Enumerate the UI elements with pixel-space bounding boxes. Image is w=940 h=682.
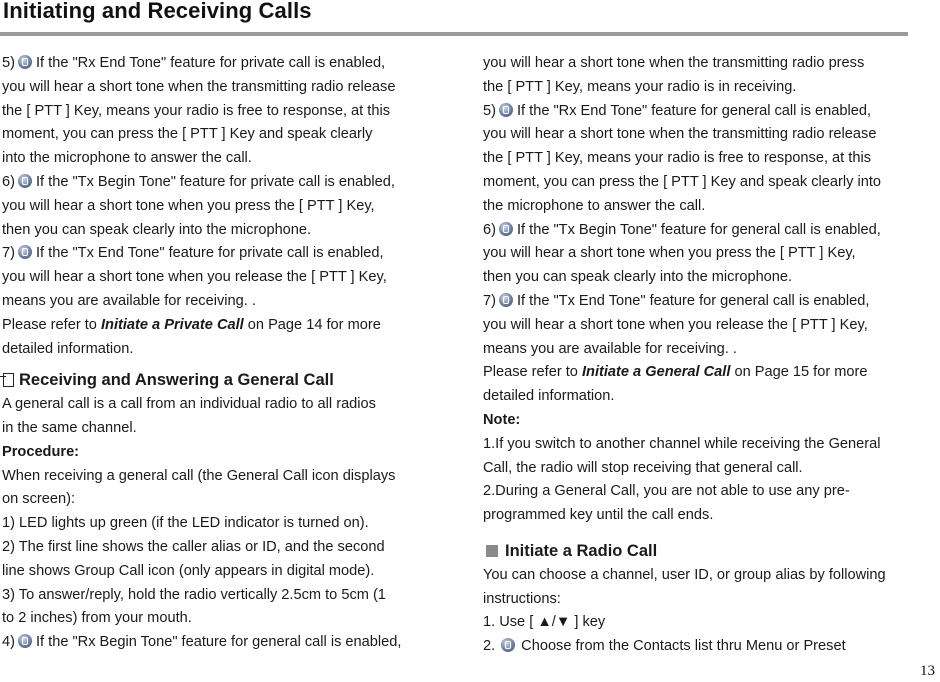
radio-button-icon (499, 222, 513, 236)
right-line: 7) If the "Tx End Tone" feature for general call is enabled, (483, 292, 870, 309)
right-column (483, 52, 913, 659)
right-line: detailed information. (483, 388, 615, 405)
left-line: to 2 inches) from your mouth. (2, 610, 192, 627)
right-line: means you are available for receiving. . (483, 340, 737, 357)
left-line: A general call is a call from an individual radio to all radios (2, 396, 376, 413)
section-heading: Receiving and Answering a General Call (2, 369, 434, 393)
left-line: detailed information. (2, 340, 134, 357)
right-line: you will hear a short tone when you press the [ PTT ] Key, (483, 245, 856, 262)
left-line: in the same channel. (2, 419, 137, 436)
radio-button-icon (18, 245, 32, 259)
right-line: 5) If the "Rx End Tone" feature for general call is enabled, (483, 102, 872, 119)
right-line: 2.During a General Call, you are not able to use any pre- (483, 483, 850, 500)
right-line: the [ PTT ] Key, means your radio is free to response, at this (483, 150, 871, 167)
section-heading: Initiate a Radio Call (483, 540, 913, 564)
radio-button-icon (18, 634, 32, 648)
right-line: 6) If the "Tx Begin Tone" feature for general call is enabled, (483, 221, 881, 238)
radio-button-icon (18, 174, 32, 188)
left-line: 6) If the "Tx Begin Tone" feature for private call is enabled, (2, 173, 395, 190)
left-line: then you can speak clearly into the microphone. (2, 221, 312, 238)
procedure-label: Procedure: (2, 443, 80, 460)
title-divider (0, 32, 908, 36)
right-line: the microphone to answer the call. (483, 197, 706, 214)
document-icon (3, 373, 14, 387)
left-line: 5) If the "Rx End Tone" feature for private call is enabled, (2, 55, 386, 71)
page-number: 13 (920, 663, 935, 679)
left-column (2, 52, 434, 655)
right-line: you will hear a short tone when you release the [ PTT ] Key, (483, 316, 868, 333)
note-label: Note: (483, 411, 521, 428)
right-line: 1. Use [ ▲/▼ ] key (483, 614, 606, 631)
reference-line: Please refer to Initiate a Private Call on Page 14 for more (2, 316, 381, 333)
left-line: you will hear a short tone when you press the [ PTT ] Key, (2, 197, 375, 214)
right-line: instructions: (483, 590, 561, 607)
left-line: 7) If the "Tx End Tone" feature for private call is enabled, (2, 245, 384, 262)
right-line: You can choose a channel, user ID, or group alias by following (483, 566, 886, 583)
left-line: you will hear a short tone when you release the [ PTT ] Key, (2, 269, 387, 286)
left-line: moment, you can press the [ PTT ] Key and speak clearly (2, 126, 373, 143)
reference-line: Please refer to Initiate a General Call on Page 15 for more (483, 364, 868, 381)
radio-button-icon (501, 638, 515, 652)
left-line: When receiving a general call (the General Call icon displays (2, 467, 396, 484)
square-bullet-icon (486, 545, 498, 557)
right-line: you will hear a short tone when the transmitting radio release (483, 126, 877, 143)
radio-button-icon (499, 293, 513, 307)
right-line: moment, you can press the [ PTT ] Key and speak clearly into (483, 173, 882, 190)
left-line: the [ PTT ] Key, means your radio is free to response, at this (2, 102, 390, 119)
right-line: the [ PTT ] Key, means your radio is in receiving. (483, 78, 797, 95)
left-line: 2) The first line shows the caller alias or ID, and the second (2, 538, 385, 555)
reference-link[interactable]: Initiate a Private Call (100, 316, 244, 333)
right-line: programmed key until the call ends. (483, 507, 714, 524)
right-line: then you can speak clearly into the microphone. (483, 269, 793, 286)
right-line: you will hear a short tone when the transmitting radio press (483, 55, 865, 71)
right-line: Call, the radio will stop receiving that general call. (483, 459, 803, 476)
right-line: 2. Choose from the Contacts list thru Menu or Preset (483, 638, 846, 655)
left-line: means you are available for receiving. . (2, 292, 256, 309)
left-line: on screen): (2, 491, 76, 508)
page-title: Initiating and Receiving Calls (3, 0, 312, 23)
left-line: 4) If the "Rx Begin Tone" feature for general call is enabled, (2, 634, 402, 651)
radio-button-icon (18, 55, 32, 69)
right-line: 1.If you switch to another channel while receiving the General (483, 435, 881, 452)
left-line: you will hear a short tone when the transmitting radio release (2, 78, 396, 95)
radio-button-icon (499, 103, 513, 117)
left-line: 3) To answer/reply, hold the radio vertically 2.5cm to 5cm (1 (2, 586, 386, 603)
left-line: 1) LED lights up green (if the LED indicator is turned on). (2, 515, 369, 532)
left-line: into the microphone to answer the call. (2, 150, 252, 167)
left-line: line shows Group Call icon (only appears in digital mode). (2, 562, 375, 579)
reference-link[interactable]: Initiate a General Call (581, 364, 731, 381)
